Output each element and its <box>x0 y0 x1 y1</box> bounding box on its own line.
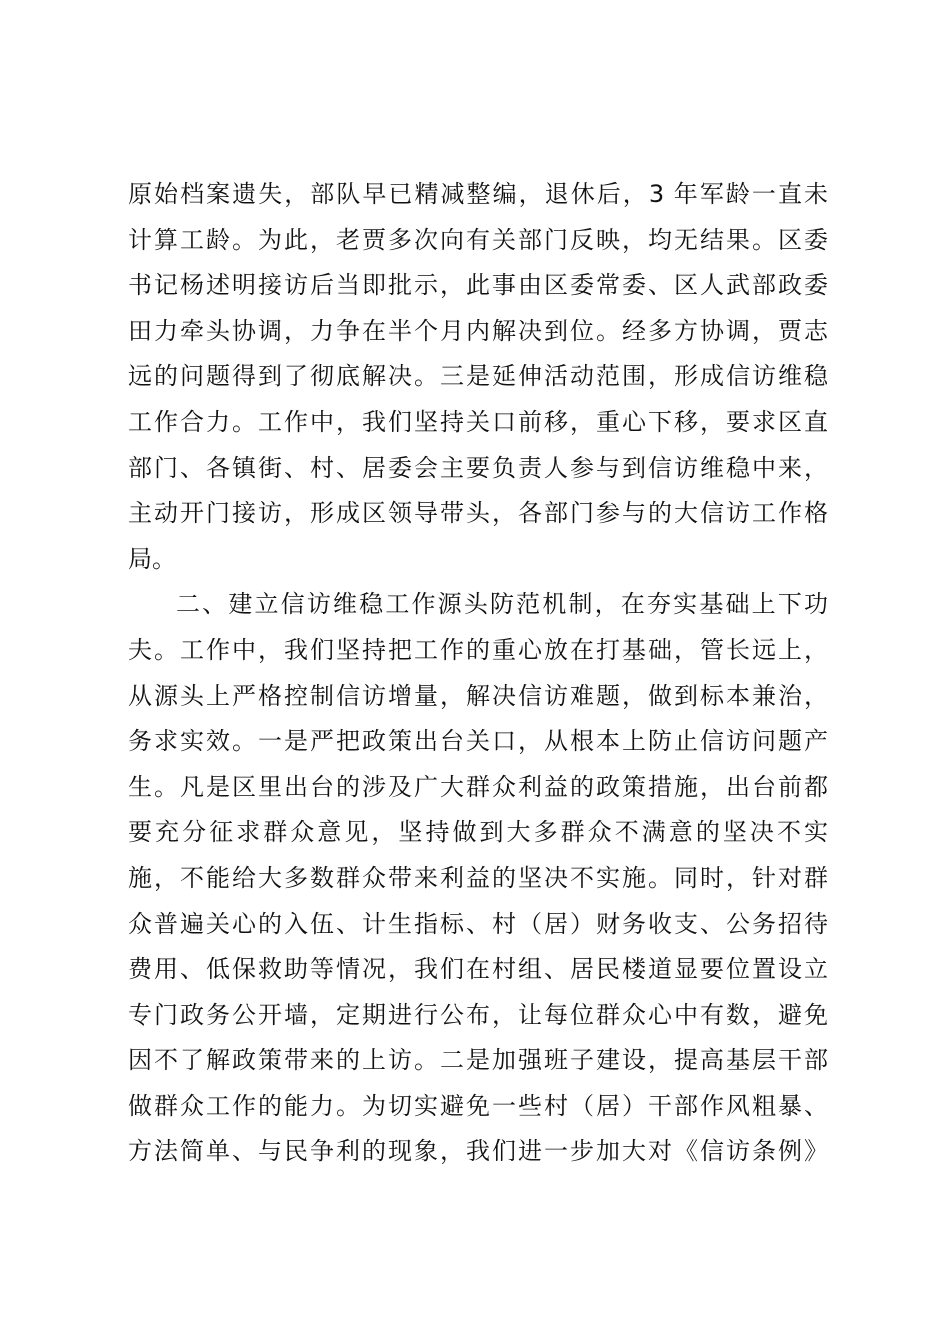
text-line: 因不了解政策带来的上访。二是加强班子建设，提高基层干部 <box>128 1046 828 1075</box>
text-line: 远的问题得到了彻底解决。三是延伸活动范围，形成信访维稳 <box>128 362 828 391</box>
text-line: 方法简单、与民争利的现象，我们进一步加大对《信访条例》 <box>128 1137 828 1166</box>
text-line: 局。 <box>128 544 176 573</box>
text-line: 主动开门接访，形成区领导带头，各部门参与的大信访工作格 <box>128 499 828 528</box>
text-line: 部门、各镇街、村、居委会主要负责人参与到信访维稳中来， <box>128 453 828 482</box>
text-line: 做群众工作的能力。为切实避免一些村（居）干部作风粗暴、 <box>128 1091 828 1120</box>
text-line: 田力牵头协调，力争在半个月内解决到位。经多方协调，贾志 <box>128 316 828 345</box>
text-line: 计算工龄。为此，老贾多次向有关部门反映，均无结果。区委 <box>128 225 828 254</box>
text-line: 费用、低保救助等情况，我们在村组、居民楼道显要位置设立 <box>128 955 828 984</box>
text-line: 从源头上严格控制信访增量，解决信访难题，做到标本兼治， <box>128 681 828 710</box>
text-line: 施，不能给大多数群众带来利益的坚决不实施。同时，针对群 <box>128 863 828 892</box>
text-line: 原始档案遗失，部队早已精减整编，退休后，3 年军龄一直未 <box>128 180 828 208</box>
text-line: 专门政务公开墙，定期进行公布，让每位群众心中有数，避免 <box>128 1000 828 1029</box>
text-line: 要充分征求群众意见，坚持做到大多群众不满意的坚决不实 <box>128 818 828 847</box>
text-line: 生。凡是区里出台的涉及广大群众利益的政策措施，出台前都 <box>128 772 828 801</box>
section-heading-line: 二、建立信访维稳工作源头防范机制，在夯实基础上下功 <box>176 590 828 619</box>
text-line: 众普遍关心的入伍、计生指标、村（居）财务收支、公务招待 <box>128 909 828 938</box>
document-body <box>128 172 828 1175</box>
text-line: 务求实效。一是严把政策出台关口，从根本上防止信访问题产 <box>128 727 828 756</box>
text-line: 工作合力。工作中，我们坚持关口前移，重心下移，要求区直 <box>128 407 828 436</box>
text-line: 夫。工作中，我们坚持把工作的重心放在打基础，管长远上， <box>128 635 828 664</box>
text-line: 书记杨述明接访后当即批示，此事由区委常委、区人武部政委 <box>128 271 828 300</box>
